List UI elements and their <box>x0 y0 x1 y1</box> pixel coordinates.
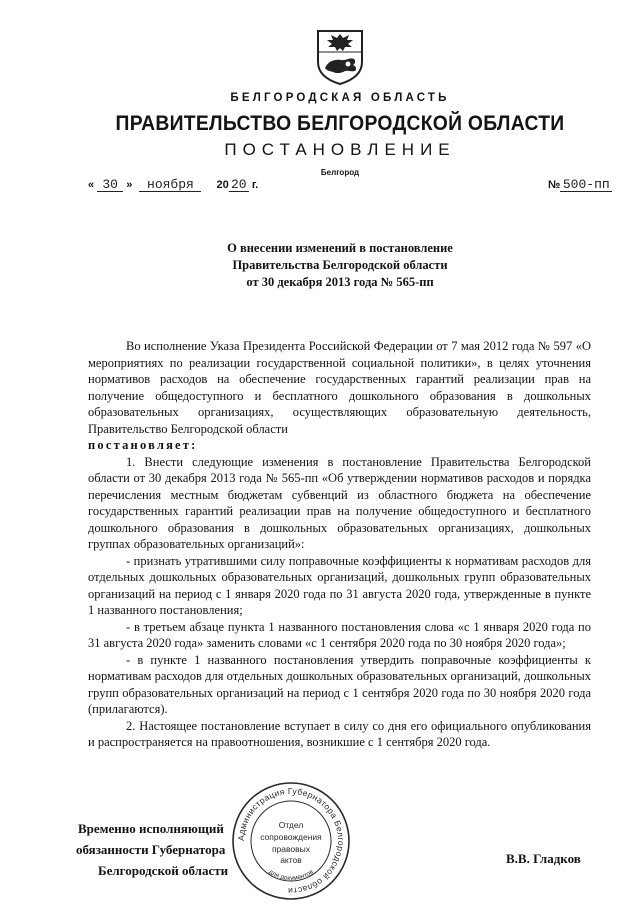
number-value: 500-пп <box>560 178 612 192</box>
region-name: БЕЛГОРОДСКАЯ ОБЛАСТЬ <box>230 92 450 104</box>
bullet-1-paragraph: - признать утратившими силу поправочные коэффициенты к нормативам расходов для отдельных дошкольных образовательных организаций, дошкольных групп образовательных организаций на период с 1 января 2020 года по 31 августа 2020 года, утвержденные в пункте 1 названного постановления; <box>88 553 591 617</box>
date-year-prefix: 20 <box>216 179 229 191</box>
document-number <box>548 178 612 192</box>
date-open-quote: « <box>88 179 95 191</box>
stamp-line-1: Отдел <box>278 820 304 830</box>
stamp-line-4: актов <box>280 855 302 865</box>
date-year-suffix: 20 <box>229 178 249 192</box>
intro-paragraph: Во исполнение Указа Президента Российской Федерации от 7 мая 2012 года № 597 «О мероприятиях по реализации государственной социальной политики», в целях уточнения нормативов расходов на обеспечение государственных гарантий реализации прав на получение общедоступного и бесплатного дошкольного образования в дошкольных образовательных организациях, осуществляющих образовательную деятельность, Правительство Белгородской области <box>88 339 591 436</box>
title-line-1: О внесении изменений в постановление <box>227 241 453 255</box>
document-date <box>88 178 258 192</box>
signatory-name: В.В. Гладков <box>506 851 581 866</box>
date-close-quote: » <box>126 179 133 191</box>
decrees-word: постановляет: <box>88 438 198 452</box>
number-prefix: № <box>548 179 561 191</box>
bullet-2-paragraph: - в третьем абзаце пункта 1 названного постановления слова «с 1 января 2020 года по 31 августа 2020 года» заменить словами «с 1 сентября 2020 года по 30 ноября 2020 года»; <box>88 619 591 650</box>
date-day: 30 <box>97 178 123 192</box>
official-stamp <box>230 780 352 902</box>
signatory-line-1: Временно исполняющий <box>78 821 224 836</box>
document-title <box>0 240 640 291</box>
signatory-line-3: Белгородской области <box>98 863 229 878</box>
svg-text:для документов <box>267 868 315 882</box>
coat-of-arms-icon <box>315 28 365 86</box>
title-line-2: Правительства Белгородской области <box>232 258 448 272</box>
stamp-bottom-text: для документов <box>267 868 315 883</box>
date-month: ноября <box>139 178 201 192</box>
stamp-ring-text: Администрация Губернатора Белгородской области <box>235 785 347 897</box>
bullet-3-paragraph: - в пункте 1 названного постановления утвердить поправочные коэффициенты к нормативам расходов для отдельных дошкольных образовательных организаций, дошкольных групп образовательных организаций на период с 1 сентября 2020 года по 30 ноября 2020 года (прилагаются). <box>88 652 591 716</box>
title-line-3: от 30 декабря 2013 года № 565-пп <box>246 275 434 289</box>
item-2-paragraph: 2. Настоящее постановление вступает в силу со дня его официального опубликования и распространяется на правоотношения, возникшие с 1 сентября 2020 года. <box>88 718 591 749</box>
stamp-line-2: сопровождения <box>260 832 322 842</box>
document-body <box>88 338 591 751</box>
document-type: ПОСТАНОВЛЕНИЕ <box>224 140 456 159</box>
city-name: Белгород <box>320 168 360 177</box>
item-1-paragraph: 1. Внести следующие изменения в постановление Правительства Белгородской области от 30 декабря 2013 года № 565-пп «Об утверждении нормативов расходов и порядка перечисления местным бюджетам субвенций из областного бюджета на обеспечение государственных гарантий реализации прав на получение общедоступного и бесплатного дошкольного образования в дошкольных образовательных организациях, дошкольных группах образовательных организаций»: <box>88 454 591 551</box>
date-year-unit: г. <box>251 179 259 191</box>
stamp-line-3: правовых <box>271 844 311 854</box>
signatory-line-2: обязанности Губернатора <box>76 842 226 857</box>
signatory-position <box>78 818 228 881</box>
government-name: ПРАВИТЕЛЬСТВО БЕЛГОРОДСКОЙ ОБЛАСТИ <box>115 112 565 135</box>
